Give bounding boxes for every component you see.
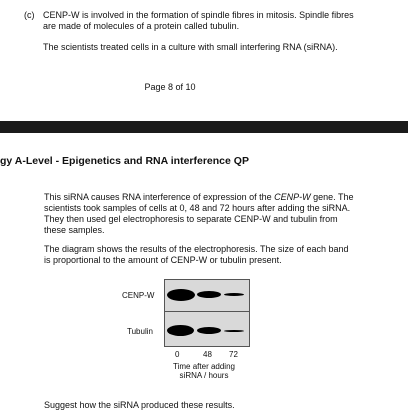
gel-row-label-cenpw: CENP-W bbox=[122, 291, 155, 300]
time-label-0: 0 bbox=[175, 350, 180, 359]
spindle-paragraph: CENP-W is involved in the formation of spindle fibres in mitosis. Spindle fibres are made of molecules of a protein called tubulin. bbox=[43, 10, 354, 31]
tubulin-band-0h bbox=[167, 325, 194, 336]
tubulin-band-72h bbox=[224, 330, 244, 332]
gel-row-label-tubulin: Tubulin bbox=[127, 327, 153, 336]
experiment-text-before: This siRNA causes RNA interference of expression of the bbox=[44, 192, 275, 202]
gel-lane-divider bbox=[164, 311, 250, 312]
time-label-72: 72 bbox=[229, 350, 238, 359]
time-label-48: 48 bbox=[203, 350, 212, 359]
sirna-treatment-paragraph: The scientists treated cells in a culture with small interfering RNA (siRNA). bbox=[43, 42, 338, 52]
experiment-paragraph bbox=[44, 192, 354, 236]
diagram-description-paragraph: The diagram shows the results of the electrophoresis. The size of each band is proportional to the amount of CENP-W or tubulin present. bbox=[44, 244, 349, 265]
gene-name: CENP-W bbox=[274, 192, 311, 202]
gel-axis-caption bbox=[159, 362, 249, 380]
gel-axis-caption-line2: siRNA / hours bbox=[179, 371, 229, 380]
experiment-text-after: gene. The scientists took samples of cells at 0, 48 and 72 hours after adding the siRNA. They then used gel electrophoresis to separate CENP-W and tubulin from these samples. bbox=[44, 192, 354, 235]
question-prompt: Suggest how the siRNA produced these results. bbox=[44, 400, 235, 410]
tubulin-band-48h bbox=[197, 327, 221, 334]
cenpw-band-0h bbox=[167, 289, 195, 301]
section-heading: gy A-Level - Epigenetics and RNA interference QP bbox=[0, 155, 249, 167]
page-number: Page 8 of 10 bbox=[144, 82, 196, 92]
page-separator-bar bbox=[0, 121, 408, 133]
cenpw-band-72h bbox=[224, 293, 244, 296]
question-part-label: (c) bbox=[24, 10, 35, 20]
cenpw-band-48h bbox=[197, 291, 221, 298]
gel-axis-caption-line1: Time after adding bbox=[173, 362, 235, 371]
